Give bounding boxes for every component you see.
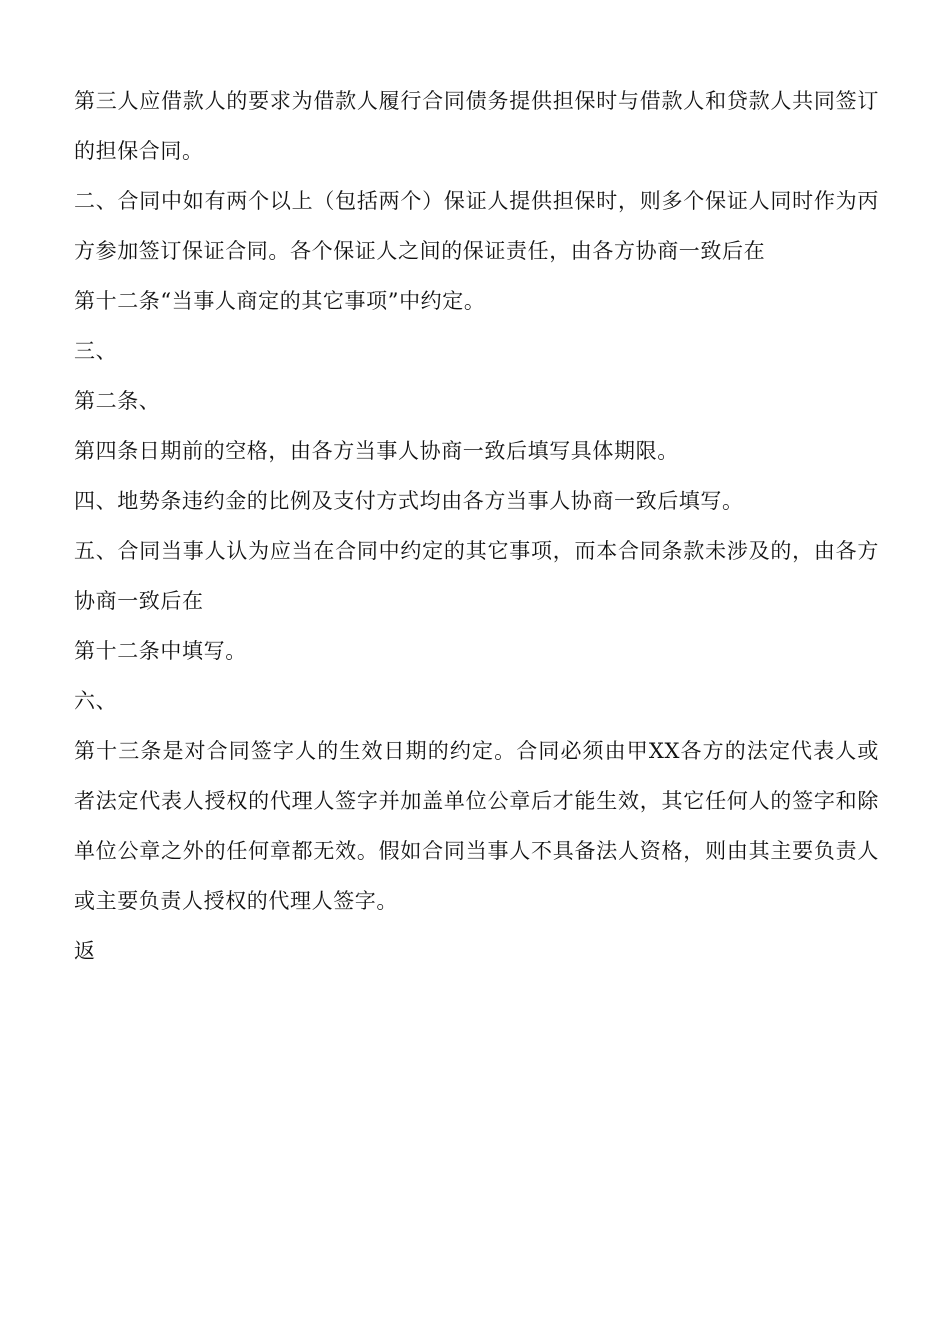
paragraph-article-4-dates: 第四条日期前的空格，由各方当事人协商一致后填写具体期限。	[74, 439, 679, 463]
paragraph-item-2: 二、合同中如有两个以上（包括两个）保证人提供担保时，则多个保证人同时作为丙方参加签订保证合同。各个保证人之间的保证责任，由各方协商一致后在	[74, 189, 879, 263]
paragraph-article-2: 第二条、	[74, 389, 161, 413]
paragraph-return: 返	[74, 939, 96, 963]
paragraph-article-12-fill: 第十二条中填写。	[74, 639, 247, 663]
paragraph-article-12-agreement: 第十二条“当事人商定的其它事项”中约定。	[74, 289, 486, 313]
document-body	[74, 76, 879, 976]
paragraph-item-3: 三、	[74, 339, 118, 363]
paragraph-article-13-signature: 第十三条是对合同签字人的生效日期的约定。合同必须由甲XX各方的法定代表人或者法定代表人授权的代理人签字并加盖单位公章后才能生效，其它任何人的签字和除单位公章之外的任何章都无效。假如合同当事人不具备法人资格，则由其主要负责人或主要负责人授权的代理人签字。	[74, 739, 879, 913]
paragraph-guarantee-contract: 第三人应借款人的要求为借款人履行合同债务提供担保时与借款人和贷款人共同签订的担保合同。	[74, 89, 879, 163]
paragraph-item-6: 六、	[74, 689, 118, 713]
paragraph-item-5: 五、合同当事人认为应当在合同中约定的其它事项，而本合同条款未涉及的，由各方协商一致后在	[74, 539, 879, 613]
paragraph-item-4: 四、地势条违约金的比例及支付方式均由各方当事人协商一致后填写。	[74, 489, 744, 513]
